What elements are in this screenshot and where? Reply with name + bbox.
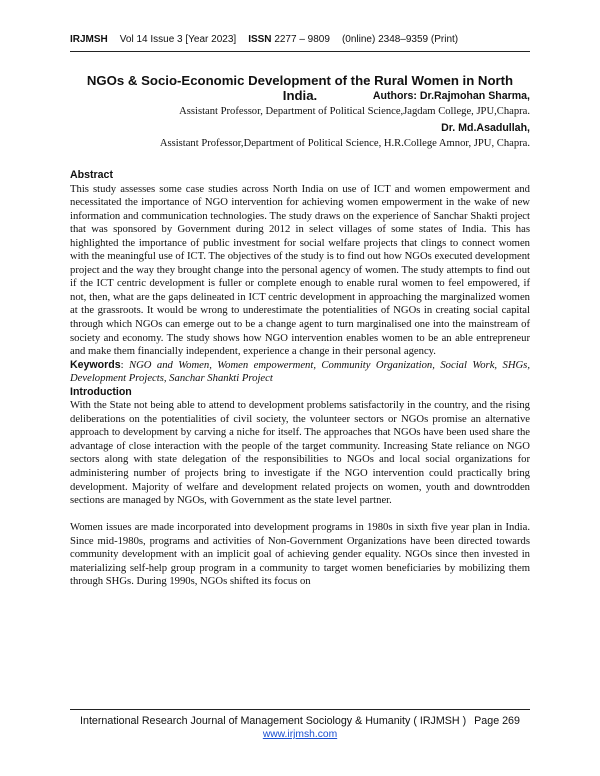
abstract-text: This study assesses some case studies across North India on use of ICT and women empowerment and necessitated the importance of NGO intervention for achieving women empowerment in the wake of new information and communication technologies. The study draws on the experience of Sanchar Shakti project that was sponsored by Government during 2012 in select villages of some states of India. This has highlighted the importance of public investment for social welfare projects that clings to connect women with the meaningful use of ICT. The objectives of the study is to find out how NGOs executed development project and the way they brought change into the personal agency of women. The study attempts to find out if the ICT centric development is fuller or complete enough to enable rural women to feel empowered, if not, then, what are the gaps delineated in ICT centric development in approaching the marginalized women at the grassroots. It would be wrong to underestimate the potentialities of NGOs in creating social capital through which NGOs can emerge out to be a change agent to turn marginalised one into the mainstream of society and economy. The study shows how NGO intervention enables women to be an able entrepreneur and make them financially independent, experience a change in their personal agency. xyxy=(70,183,530,358)
paper-title: NGOs & Socio-Economic Development of the Rural Women in North India. xyxy=(86,73,514,103)
running-header xyxy=(70,34,458,45)
keywords-label: Keywords xyxy=(70,358,121,371)
journal-website-link[interactable]: www.irjmsh.com xyxy=(262,729,338,740)
page-number: Page 269 xyxy=(474,715,520,727)
author-2-affiliation: Assistant Professor,Department of Political Science, H.R.College Amnor, JPU, Chapra. xyxy=(159,138,530,149)
paper-body xyxy=(70,169,530,589)
introduction-heading: Introduction xyxy=(70,385,132,398)
footer xyxy=(70,715,530,740)
intro-paragraph-2: Women issues are made incorporated into development programs in 1980s in sixth five year plan in India. Since mid-1980s, programs and activities of Non-Government Organizations have been directed towards community development with an implicit goal of achieving gender equality. NGOs since then invested in materializing self-help group program in a community to target women beneficiaries by mobilizing them through SHGs. During 1990s, NGOs shifted its focus on xyxy=(70,522,530,588)
footer-rule xyxy=(70,709,530,710)
issn-online: (0nline) 2348–9359 (Print) xyxy=(341,34,459,45)
author-1-affiliation: Assistant Professor, Department of Political Science,Jagdam College, JPU,Chapra. xyxy=(179,106,530,117)
header-rule xyxy=(70,51,530,52)
author-1-name: Authors: Dr.Rajmohan Sharma, xyxy=(372,90,530,102)
issn-number: 2277 – 9809 xyxy=(274,34,330,45)
volume-info: Vol 14 Issue 3 [Year 2023] xyxy=(119,34,237,45)
issn-label: ISSN xyxy=(248,34,272,45)
abstract-heading: Abstract xyxy=(70,169,113,181)
keywords: Keywords: NGO and Women, Women empowerment, Community Organization, Social Work, SHGs, Development Projects, Sanchar Shankti Project xyxy=(70,358,530,385)
footer-journal: International Research Journal of Management Sociology & Humanity ( IRJMSH ) xyxy=(80,715,467,727)
journal-abbrev: IRJMSH xyxy=(70,34,108,45)
keywords-text: NGO and Women, Women empowerment, Community Organization, Social Work, SHGs, Development Projects, Sanchar Shankti Project xyxy=(70,359,530,385)
author-2-name: Dr. Md.Asadullah, xyxy=(441,122,530,134)
intro-paragraph-1: With the State not being able to attend to development problems satisfactorily in the country, and the rising deliberations on the potentialities of civil society, the volunteer sectors or NGOs promise an alternative approach to development by carving a niche for itself. The approaches that NGOs have been used share the advantage of close interaction with the people of the target community. Increasing State reliance on NGO sectors along with state delegation of the responsibilities to NGOs and local social organizations for administering number of projects bring to investigate if the NGO intervention could practically bring development. Majority of welfare and development related projects on women, youth and downtrodden sections are managed by NGOs, with Government as the state level partner. xyxy=(70,400,530,507)
